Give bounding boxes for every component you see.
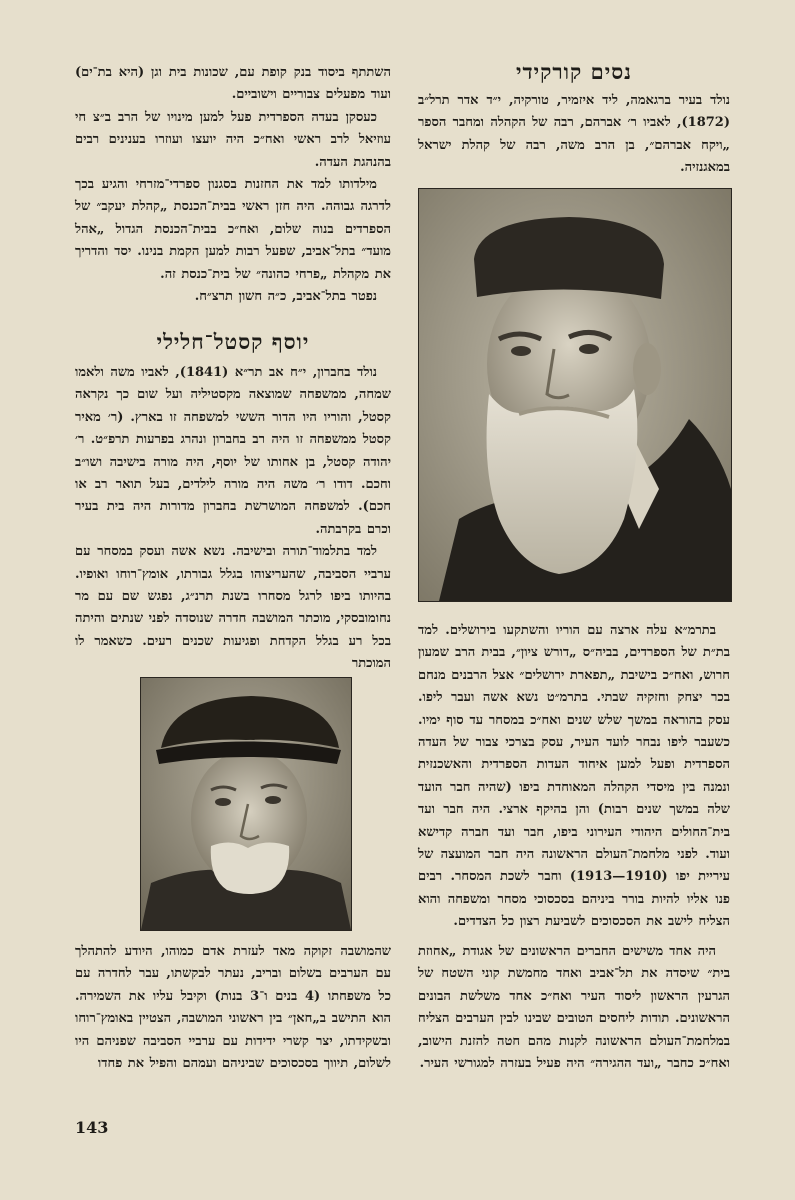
page-number: 143 (75, 1118, 109, 1137)
nissim-title: נסים קורקידי (516, 59, 632, 84)
nissim-para2 (418, 620, 730, 934)
nissim-death-text: נפטר בתל־אביב, כ״ה חשון תרצ״ח. (194, 289, 377, 305)
yosef-para2-text: למד בתלמוד־תורה ובישיבה. נשא אשה ועסק במסחר עם ערביי הסביבה, שהעריצוהו בגלל גבורתו, אומץ־רוחו ואופיו. בהיותו ביפו לרגל מסחרו בשנת תרנ״ג, נפגש שם עם מר נחומובסקי, מוכתר המושבה חדרה שנוסדה לפני שנתים והיתה בכל רע בגלל הקדחת ופגיעות שכנים רעים. כשאמר לו המוכתר (75, 544, 391, 672)
nissim-continuation (75, 62, 391, 308)
nissim-cont1-text: השתתף ביסוד בנק קופת עם, שכונות בית וגן (היא בת־ים) ועוד מפעלים צבוריים וישוביים. (75, 65, 391, 103)
nissim-cont3-text: מילדותו למד את החזנות בסגנון ספרדי־מזרחי והגיע בכך לדרגה גבוהה. היה חזן ראשי בבית־הכנסת „קהלת יעקב״ של הספרדים בנוה שלום, ואח״כ בבית־הכנסת הגדול „אהל מועד״ בתל־אביב, שפעל רבות למען הקמת בנינו. יסד והדריך את מקהלת „פרחי כהונה״ של בית־כנסת זה. (75, 177, 391, 282)
nissim-intro-text: נולד בעיר ברגאמה, ליד איזמיר, טורקיה, י״ד אדר תרל״ב (1872), לאביו ר׳ אברהם, רבה של הקהלה ומחבר הספר „ויקח אברהם״, בן הרב משה, רבה של קהלת ישראל במאגנזיה. (418, 93, 730, 176)
yosef-body (75, 362, 391, 676)
yosef-para3-text: שהמושבה זקוקה מאד לעזרת אדם כמוהו, היודע להתהלך עם הערבים בשלום ובריב, נעתר לבקשתו, עבר לחדרה עם כל משפחתו (4 בנים ו־3 בנות) וקיבל עליו את השמירה. הוא התישב ב„חאן״ בין ראשוני המושבה, הצטיין באומץ־רוחו ובשקידתו, יצר קשרי ידידות עם ערביי הסביבה שפניהם היו לשלום, תיווך בסכסוכים שביניהם ועמהם והפיל את פחדו (75, 944, 391, 1072)
nissim-cont2-text: כעסקן בעדה הספרדית פעל למען מינויו של הרב ב״צ חי עוזיאל לרב ראשי ואח״כ היה יועצו ועוזרו בענינים רבים בהנהגת העדה. (75, 109, 391, 170)
portrait-yosef-castel-halili (140, 677, 352, 931)
nissim-para3 (418, 941, 730, 1075)
yosef-para1-text: נולד בחברון, י״ח אב תר״א (1841), לאביו משה ולאמו שמחה, ממשפחה שמוצאה מקסטיליה ועל שום כך נקראה קסטל, והוריו היו הדור הששי למשפחה זו בארץ. (ר׳ מאיר קסטל ממשפחה זו היה רב בחברון ונהרג בפרעות תרפ״ט. ר׳ יהודה קסטל, בן אחותו של יוסף, היה מורה בישיבה ושו״ב וחכם. דודו ר׳ משה היה מורה לילדים, בעל תואר רב או חכם). למשפחה המושרשת בחברון מדורות היה בית בעיר וכרם בקרבתה. (75, 365, 391, 537)
yosef-title: יוסף קסטל־חלילי (156, 329, 310, 354)
nissim-para2-text: בתרמ״א עלה ארצה עם הוריו והשתקעו בירושלים. למד בת״ת של הספרדים, בביה״ס „דורש ציון״, בבית הרב שמעון חרוש, ואח״כ בישיבת „תפארת ירושלים״ אצל הרבנים מנחם בכר יצחק וחזקיה שבתי. בתרמ״ט נשא אשה ועבר ליפו. עסק בהוראה במשך שלש שנים ואח״כ במסחר עד סוף ימיו. כשעבר ליפו נבחר לועד העיר, עסק בצרכי צבור של העדה הספרדית ופעל למען איחוד העדות הספרדית והאשכנזית ונמנה בין מיסדי הקהלה המאוחדת ביפו (שהיה חבר הועד שלה במשך שנים רבות) והן בהיקף ארצי. היה חבר ועד בית־החולים היהודי העירוני ביפו, חבר ועד חברה קדישא ועוד. לפני מלחמת־העולם הראשונה היה חבר המועצה של עיריית יפו (1910—1913) וחבר לשכת המסחר. רבים פנו אליו להיות בורר ביניהם בסכסוכי מסחר ומשפחה והוא הצליח לישב את הסכסוכים לשביעת רצון כל הצדדים. (418, 623, 730, 930)
portrait-nissim-korkidi (418, 188, 732, 602)
nissim-para3-text: היה אחד משישים החברים הראשונים של אגודת „אחוזת בית״ שיסדה את תל־אביב ואחד מחמשת קוני השטח של הגרעין הראשון ליסוד העיר ואח״כ אחד משלשת הבונים הראשונים. תודות ליחסים הטובים שבינו לבין הערבים הצליח במלחמת־העולם הראשונה לקנות מהם חטה להזנת הישוב, ואח״כ כחבר „ועד ההגירה״ היה פעיל בעזרה למגורשי העיר. (418, 944, 730, 1072)
nissim-intro (418, 90, 730, 180)
yosef-para3 (75, 941, 391, 1075)
